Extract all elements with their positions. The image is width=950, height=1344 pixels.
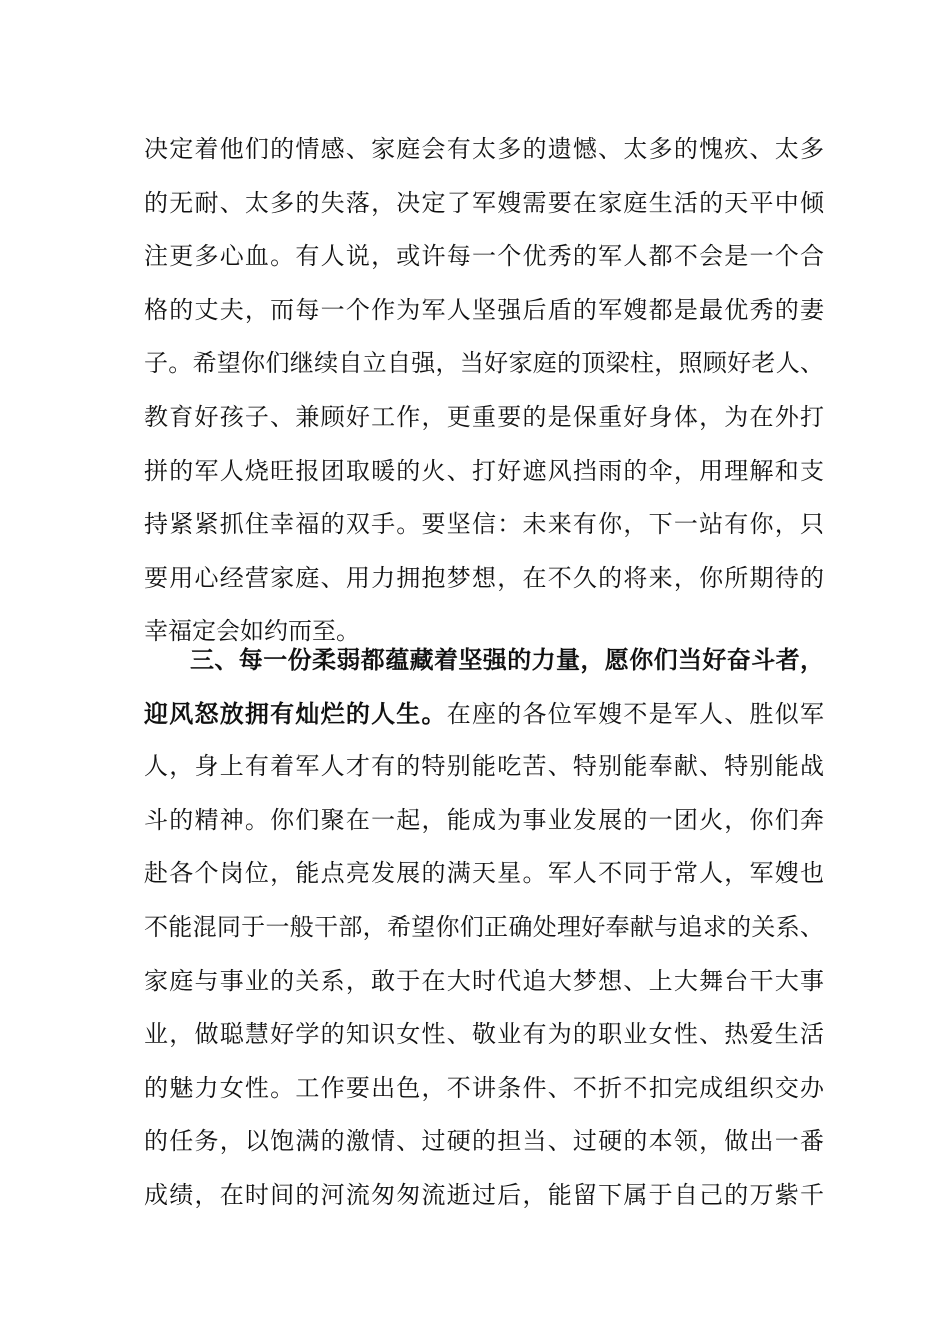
- paragraph-1: [144, 123, 824, 659]
- paragraph-line: 决定着他们的情感、家庭会有太多的遗憾、太多的愧疚、太多: [144, 135, 824, 163]
- paragraph-line: 人，身上有着军人才有的特别能吃苦、特别能奉献、特别能战: [144, 752, 824, 781]
- paragraph-2: [144, 633, 824, 1223]
- paragraph-line: 注更多心血。有人说，或许每一个优秀的军人都不会是一个合: [144, 242, 824, 271]
- paragraph-line: 格的丈夫，而每一个作为军人坚强后盾的军嫂都是最优秀的妻: [144, 295, 824, 324]
- paragraph-text: 在座的各位军嫂不是军人、胜似军: [446, 699, 824, 728]
- paragraph-line: 子。希望你们继续自立自强，当好家庭的顶梁柱，照顾好老人、: [144, 349, 824, 378]
- paragraph-line: 赴各个岗位，能点亮发展的满天星。军人不同于常人，军嫂也: [144, 859, 824, 888]
- paragraph-line: 不能混同于一般干部，希望你们正确处理好奉献与追求的关系、: [144, 912, 824, 941]
- section-heading: 三、每一份柔弱都蕴藏着坚强的力量，愿你们当好奋斗者，: [190, 645, 824, 674]
- paragraph-line: 家庭与事业的关系，敢于在大时代追大梦想、上大舞台干大事: [144, 966, 824, 995]
- paragraph-line: 要用心经营家庭、用力拥抱梦想，在不久的将来，你所期待的: [144, 563, 824, 592]
- paragraph-line: 的魅力女性。工作要出色，不讲条件、不折不扣完成组织交办: [144, 1073, 824, 1102]
- paragraph-line: 的任务，以饱满的激情、过硬的担当、过硬的本领，做出一番: [144, 1127, 824, 1156]
- paragraph-line: 的无耐、太多的失落，决定了军嫂需要在家庭生活的天平中倾: [144, 188, 824, 217]
- paragraph-line: 教育好孩子、兼顾好工作，更重要的是保重好身体，为在外打: [144, 402, 824, 431]
- paragraph-line: 幸福定会如约而至。: [144, 617, 360, 646]
- paragraph-line: 拼的军人烧旺报团取暖的火、打好遮风挡雨的伞，用理解和支: [144, 456, 824, 485]
- paragraph-line: [144, 687, 824, 741]
- paragraph-line: 成绩，在时间的河流匆匆流逝过后，能留下属于自己的万紫千: [144, 1180, 824, 1209]
- paragraph-line: 斗的精神。你们聚在一起，能成为事业发展的一团火，你们奔: [144, 805, 824, 834]
- paragraph-line: 业，做聪慧好学的知识女性、敬业有为的职业女性、热爱生活: [144, 1020, 824, 1049]
- paragraph-line: 持紧紧抓住幸福的双手。要坚信：未来有你，下一站有你，只: [144, 510, 824, 539]
- section-heading-continued: 迎风怒放拥有灿烂的人生。: [144, 698, 447, 728]
